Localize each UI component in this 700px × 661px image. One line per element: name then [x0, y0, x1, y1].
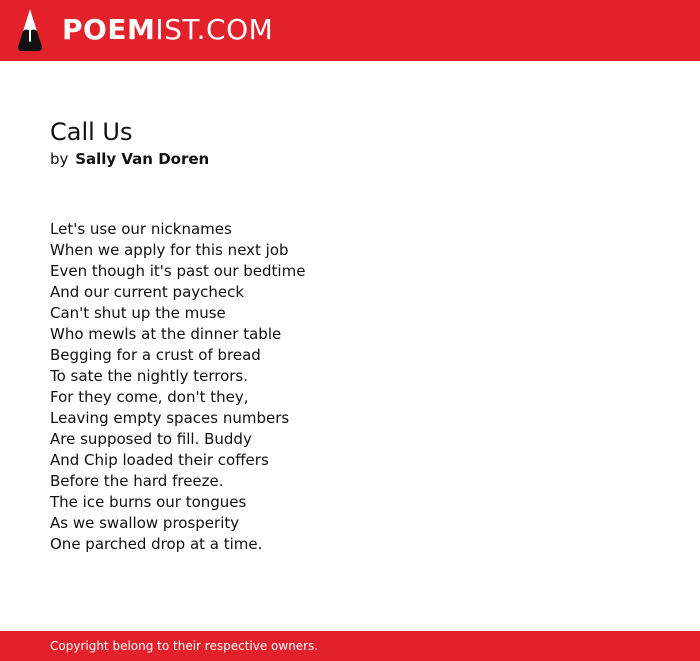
poem-line: As we swallow prosperity — [50, 514, 240, 532]
poem-line: For they come, don't they, — [50, 388, 249, 406]
logo-brand-bold: POEM — [62, 13, 156, 46]
copyright-notice: Copyright belong to their respective owners. — [50, 639, 319, 653]
poem-line: Who mewls at the dinner table — [50, 325, 282, 343]
poem-line: Even though it's past our bedtime — [50, 262, 306, 280]
poem-line: To sate the nightly terrors. — [50, 367, 249, 385]
poem-line: Let's use our nicknames — [50, 220, 232, 238]
author-name: Sally Van Doren — [75, 150, 210, 168]
poem-line: Before the hard freeze. — [50, 472, 224, 490]
by-label: by — [50, 150, 69, 168]
poem-line: Leaving empty spaces numbers — [50, 409, 290, 427]
poem-line: Are supposed to fill. Buddy — [50, 430, 252, 448]
site-logo-link[interactable] — [17, 8, 273, 52]
poem-line: And Chip loaded their coffers — [50, 451, 269, 469]
poem-header — [50, 117, 650, 169]
poem-line: Begging for a crust of bread — [50, 346, 261, 364]
poem-title: Call Us — [50, 118, 133, 146]
site-header — [0, 0, 700, 61]
poem-line: The ice burns our tongues — [50, 493, 247, 511]
pen-nib-icon — [17, 8, 43, 52]
poem-line: And our current paycheck — [50, 283, 245, 301]
poem-body — [50, 219, 650, 555]
site-footer — [0, 631, 700, 661]
site-logo-text — [62, 13, 274, 46]
byline — [50, 149, 650, 169]
poem-line: One parched drop at a time. — [50, 535, 263, 553]
logo-brand-light: IST.COM — [155, 13, 274, 46]
poem-line: When we apply for this next job — [50, 241, 289, 259]
poem-line: Can't shut up the muse — [50, 304, 226, 322]
